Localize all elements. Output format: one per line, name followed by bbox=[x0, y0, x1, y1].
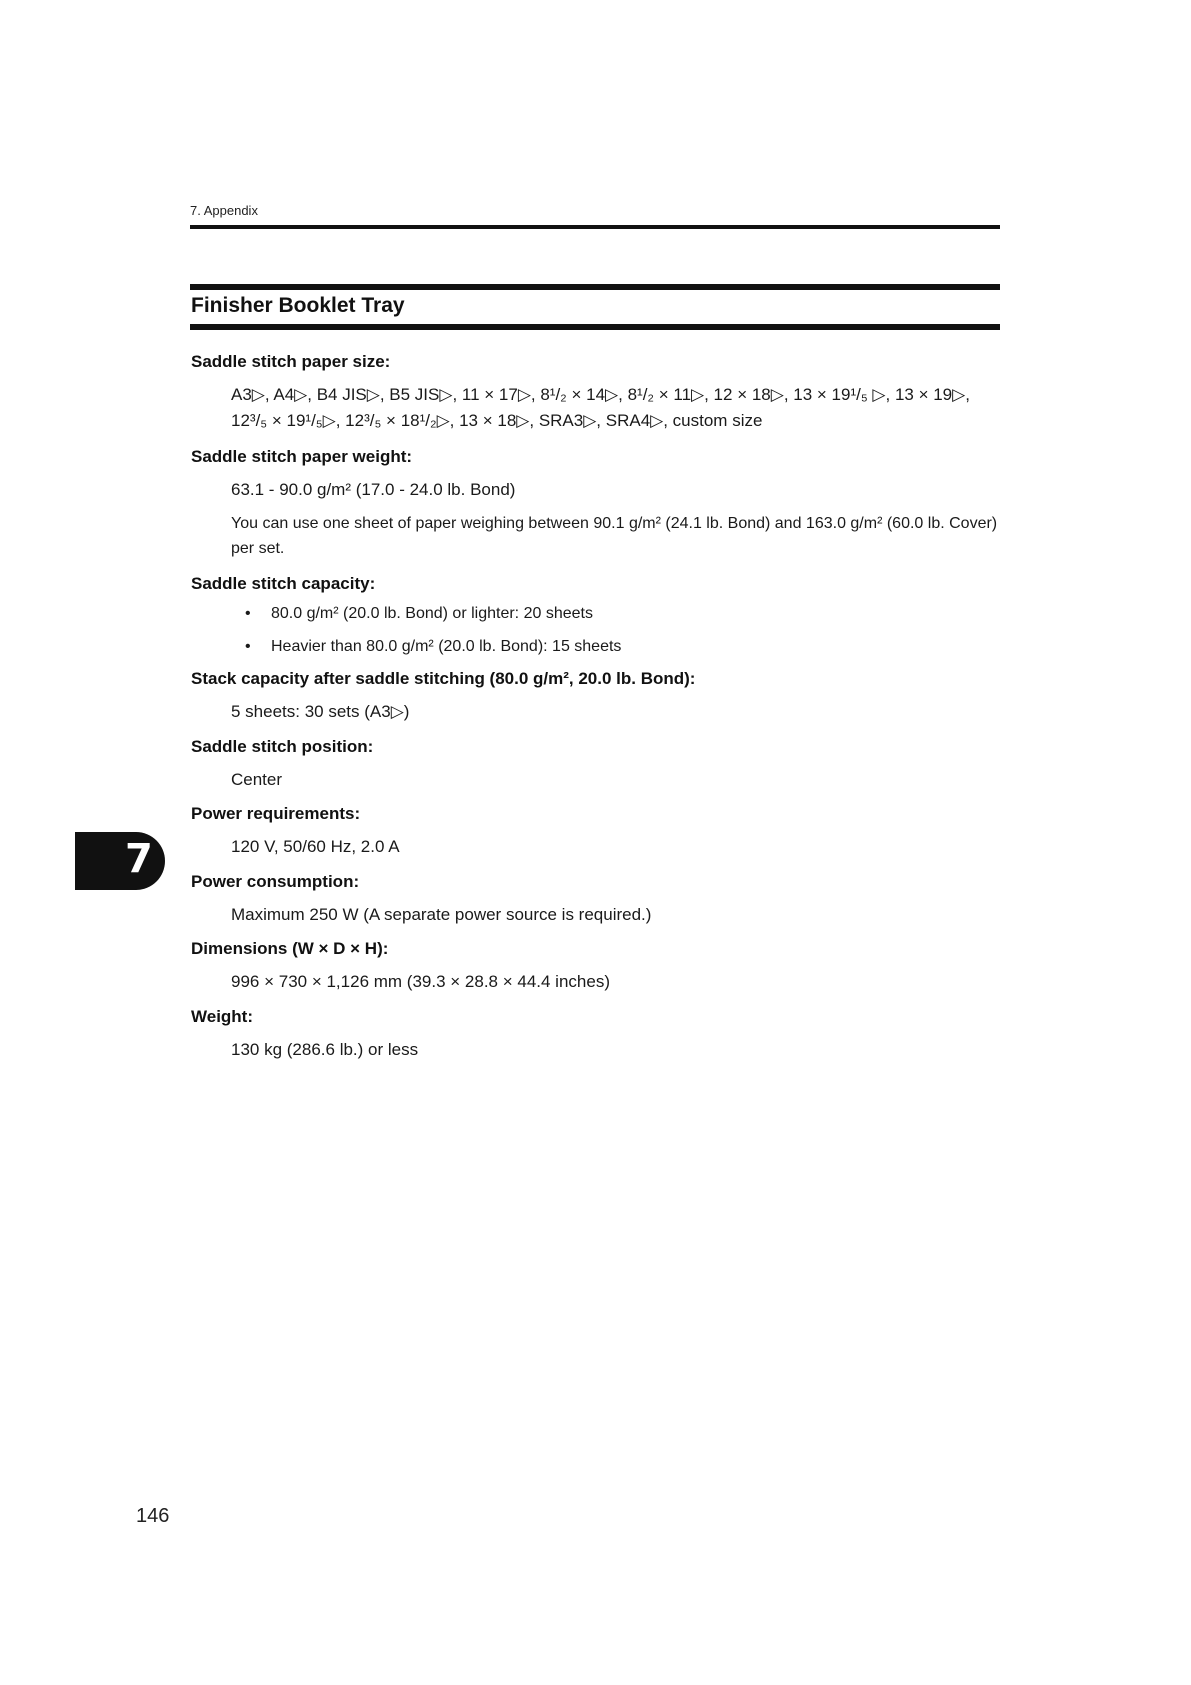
spec-value: Maximum 250 W (A separate power source is required.) bbox=[231, 904, 652, 924]
spec-power-consumption bbox=[191, 872, 1001, 928]
spec-label: Saddle stitch capacity: bbox=[191, 573, 376, 593]
spec-note: You can use one sheet of paper weighing between 90.1 g/m² (24.1 lb. Bond) and 163.0 g/m² (60.0 lb. Cover) per set. bbox=[231, 515, 998, 557]
spec-label: Stack capacity after saddle stitching (80.0 g/m², 20.0 lb. Bond): bbox=[191, 669, 696, 689]
spec-value: 5 sheets: 30 sets (A3▷) bbox=[231, 702, 410, 722]
list-item bbox=[231, 604, 1001, 625]
title-rule-bottom bbox=[190, 324, 1000, 330]
spec-label: Saddle stitch paper weight: bbox=[191, 446, 413, 466]
title-rule-top bbox=[190, 284, 1000, 290]
spec-power-requirements bbox=[191, 804, 1001, 860]
list-item bbox=[231, 637, 1001, 658]
spec-stack-capacity bbox=[191, 669, 1001, 725]
capacity-list bbox=[231, 604, 1001, 658]
spec-list bbox=[191, 352, 1001, 1074]
chapter-tab bbox=[75, 832, 165, 890]
spec-value: 130 kg (286.6 lb.) or less bbox=[231, 1039, 419, 1059]
running-header: 7. Appendix bbox=[190, 203, 258, 218]
header-rule bbox=[190, 225, 1000, 229]
spec-value: 120 V, 50/60 Hz, 2.0 A bbox=[231, 837, 400, 857]
spec-label: Weight: bbox=[191, 1006, 254, 1026]
spec-capacity bbox=[191, 574, 1001, 658]
spec-value: 996 × 730 × 1,126 mm (39.3 × 28.8 × 44.4 inches) bbox=[231, 972, 610, 992]
section-title: Finisher Booklet Tray bbox=[191, 294, 405, 317]
spec-value: 63.1 - 90.0 g/m² (17.0 - 24.0 lb. Bond) bbox=[231, 479, 516, 499]
spec-value: A3▷, A4▷, B4 JIS▷, B5 JIS▷, 11 × 17▷, 8¹/₂ × 14▷, 8¹/₂ × 11▷, 12 × 18▷, 13 × 19¹/₅ ▷, 13 × 19▷, 12³/₅ × 19¹/₅▷, 12³/₅ × 18¹/₂▷, 13 × 18▷, SRA3▷, SRA4▷, custom size bbox=[231, 385, 970, 431]
bullet-icon: • bbox=[245, 637, 251, 655]
spec-dimensions bbox=[191, 939, 1001, 995]
spec-paper-size bbox=[191, 352, 1001, 435]
spec-label: Saddle stitch position: bbox=[191, 736, 374, 756]
spec-label: Saddle stitch paper size: bbox=[191, 352, 391, 371]
spec-label: Power requirements: bbox=[191, 804, 361, 824]
page-number: 146 bbox=[136, 1505, 170, 1527]
spec-label: Dimensions (W × D × H): bbox=[191, 939, 389, 959]
bullet-icon: • bbox=[245, 604, 251, 622]
spec-position bbox=[191, 737, 1001, 793]
spec-paper-weight bbox=[191, 447, 1001, 562]
spec-label: Power consumption: bbox=[191, 871, 360, 891]
list-item-text: 80.0 g/m² (20.0 lb. Bond) or lighter: 20 sheets bbox=[271, 604, 593, 622]
spec-value: Center bbox=[231, 769, 283, 789]
chapter-number: 7 bbox=[125, 836, 153, 882]
spec-weight bbox=[191, 1007, 1001, 1063]
list-item-text: Heavier than 80.0 g/m² (20.0 lb. Bond): 15 sheets bbox=[271, 637, 622, 655]
